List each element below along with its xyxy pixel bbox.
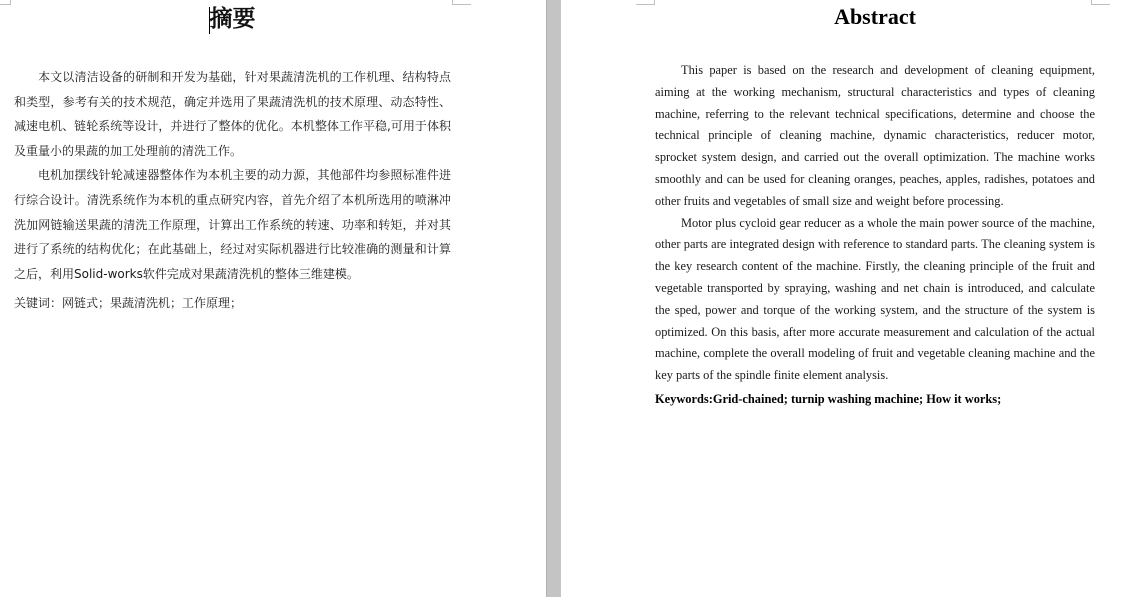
page-right [561,0,1127,597]
abstract-title-english[interactable]: Abstract [834,4,916,29]
paragraph[interactable]: 本文以清洁设备的研制和开发为基础，针对果蔬清洗机的工作机理、结构特点和类型，参考有关的技术规范，确定并选用了果蔬清洗机的技术原理、动态特性、减速电机、链轮系统等设计，并进行了整体的优化。本机整体工作平稳,可用于体积及重量小的果蔬的加工处理前的清洗工作。 [14,70,451,158]
abstract-body-chinese[interactable] [14,65,451,286]
keywords-chinese[interactable]: 关键词：网链式；果蔬清洗机；工作原理； [14,296,243,310]
keywords-english[interactable]: Keywords:Grid-chained; turnip washing machine; How it works; [655,392,1002,406]
page-gutter [546,0,561,597]
text-cursor [209,7,210,34]
margin-corner-mark [636,0,655,5]
paragraph[interactable]: Motor plus cycloid gear reducer as a whole the main power source of the machine, other parts are integrated design with reference to standard parts. The cleaning system is the key research content of the machine. Firstly, the cleaning principle of the fruit and vegetable transported by spraying, washing and net chain is introduced, and calculate the sped, power and torque of the working system, and the structure of the system is optimized. On this basis, after more accurate measurement and calculation of the actual machine, complete the overall modeling of fruit and vegetable cleaning machine and the key parts of the spindle finite element analysis. [655,215,1095,383]
page-left [0,0,546,597]
paragraph[interactable]: This paper is based on the research and development of cleaning equipment, aiming at the working mechanism, structural characteristics and types of cleaning machine, referring to the relevant technical specifications, determine and choose the technical principle of cleaning machine, dynamic characteristics, reducer motor, sprocket system design, and carried out the overall optimization. The machine works smoothly and can be used for cleaning oranges, peaches, apples, radishes, potatoes and other fruits and vegetables of small size and weight before processing. [655,63,1095,208]
abstract-body-english[interactable] [655,60,1095,387]
paragraph[interactable]: 电机加摆线针轮减速器整体作为本机主要的动力源，其他部件均参照标准件进行综合设计。清洗系统作为本机的重点研究内容，首先介绍了本机所选用的喷淋冲洗加网链输送果蔬的清洗工作原理，计算出工作系统的转速、功率和转矩，并对其进行了系统的结构优化；在此基础上，经过对实际机器进行比较准确的测量和计算之后，利用Solid-works软件完成对果蔬清洗机的整体三维建模。 [14,168,451,281]
abstract-title-chinese[interactable]: 摘要 [209,6,256,32]
